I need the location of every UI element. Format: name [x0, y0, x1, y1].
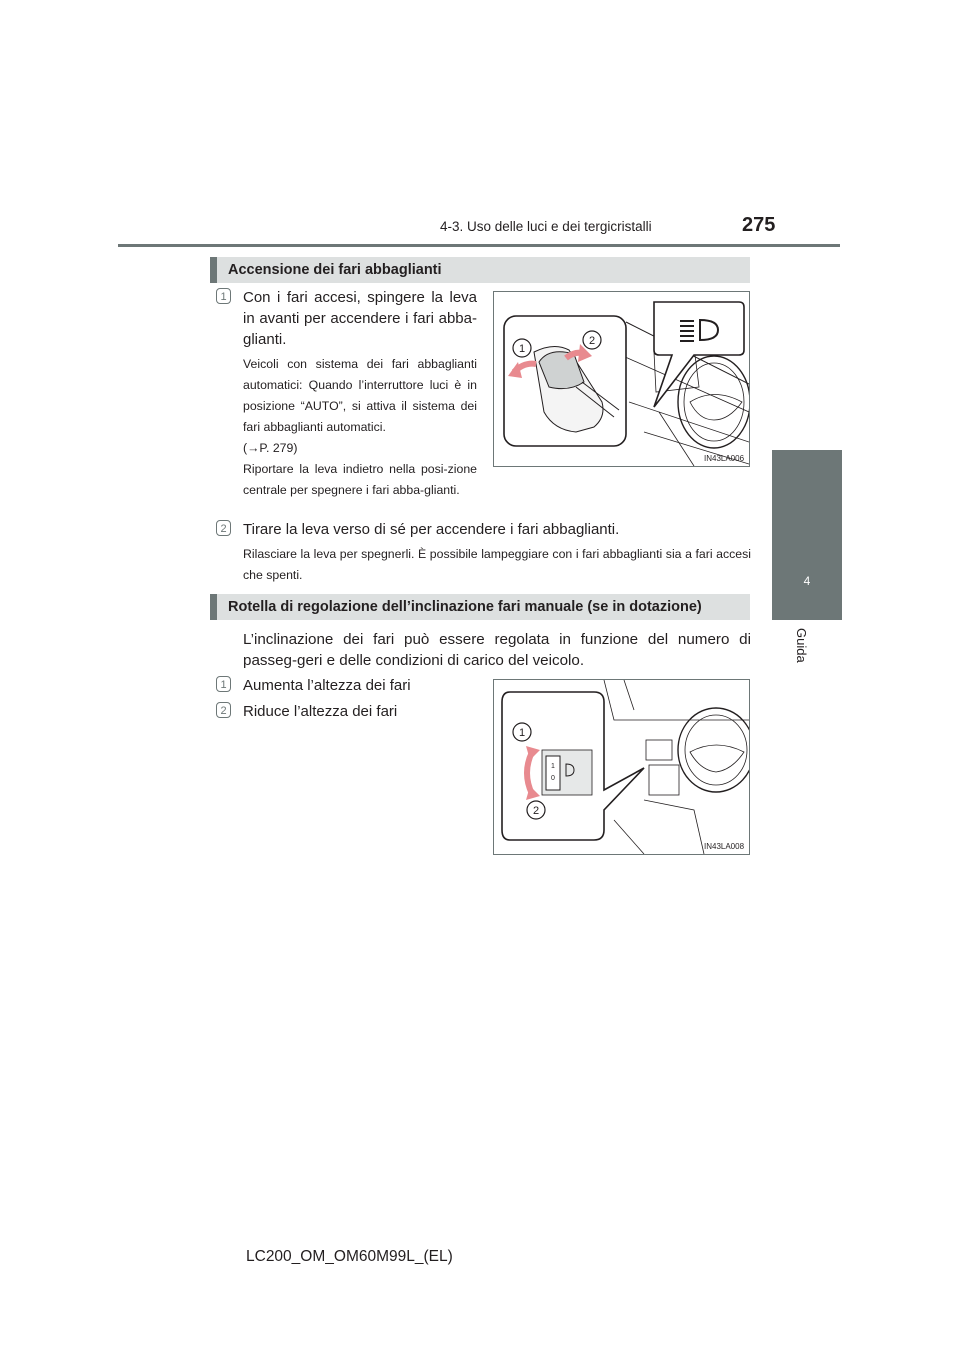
footer-doc-code: LC200_OM_OM60M99L_(EL)	[246, 1248, 453, 1265]
chapter-tab	[772, 562, 842, 620]
illustration-leveling-dial	[493, 679, 750, 855]
leveling-intro: L’inclinazione dei fari può essere regolata in funzione del numero di passeg-geri e delle condizioni di carico del veicolo.	[243, 631, 751, 669]
section-header-high-beam: Accensione dei fari abbaglianti	[210, 257, 750, 283]
chapter-tab-line	[772, 450, 842, 562]
step1-note-auto: Veicoli con sistema dei fari abbaglianti automatici: Quando l’interruttore luci è in posizione “AUTO”, si attiva il sistema dei fari abbaglianti automatici.	[243, 357, 477, 434]
section-header-leveling-dial: Rotella di regolazione dell’inclinazione fari manuale (se in dotazione)	[210, 594, 750, 620]
chapter-label-text: Guida	[794, 628, 809, 663]
chapter-number: 4	[803, 574, 811, 588]
item-text-raise: Aumenta l’altezza dei fari	[243, 677, 411, 694]
step1-note-return: Riportare la leva indietro nella posi-zione centrale per spegnere i fari abba-glianti.	[243, 462, 477, 497]
item-badge-1: 1	[216, 676, 231, 692]
step-badge-2: 2	[216, 520, 231, 536]
callout-2: 2	[588, 335, 596, 347]
step2-text: Tirare la leva verso di sé per accendere i fari abbaglianti.	[243, 521, 620, 538]
step-badge-1: 1	[216, 288, 231, 304]
step1-page-ref: (→P. 279)	[243, 441, 298, 455]
illustration-high-beam-lever	[493, 291, 750, 467]
lever-drawing	[494, 292, 749, 466]
page-number: 275	[742, 214, 776, 236]
step2-note: Rilasciare la leva per spegnerli. È possibile lampeggiare con i fari abbaglianti sia a fari accesi che spenti.	[243, 547, 751, 582]
item-badge-2: 2	[216, 702, 231, 718]
illustration-code: IN43LA008	[704, 842, 745, 851]
illustration-code: IN43LA006	[704, 454, 745, 463]
dial-mark-1: 1	[551, 763, 555, 770]
step1-text: Con i fari accesi, spingere la leva in avanti per accendere i fari abba-glianti.	[243, 289, 477, 348]
running-header-title: 4-3. Uso delle luci e dei tergicristalli	[440, 219, 652, 234]
item-text-lower: Riduce l’altezza dei fari	[243, 703, 398, 720]
callout-2: 2	[532, 805, 540, 817]
chapter-label	[793, 628, 813, 688]
callout-1: 1	[518, 343, 526, 355]
dial-mark-0: 0	[551, 775, 555, 782]
header-rule	[118, 244, 840, 247]
dial-drawing	[494, 680, 749, 854]
callout-1: 1	[518, 727, 526, 739]
